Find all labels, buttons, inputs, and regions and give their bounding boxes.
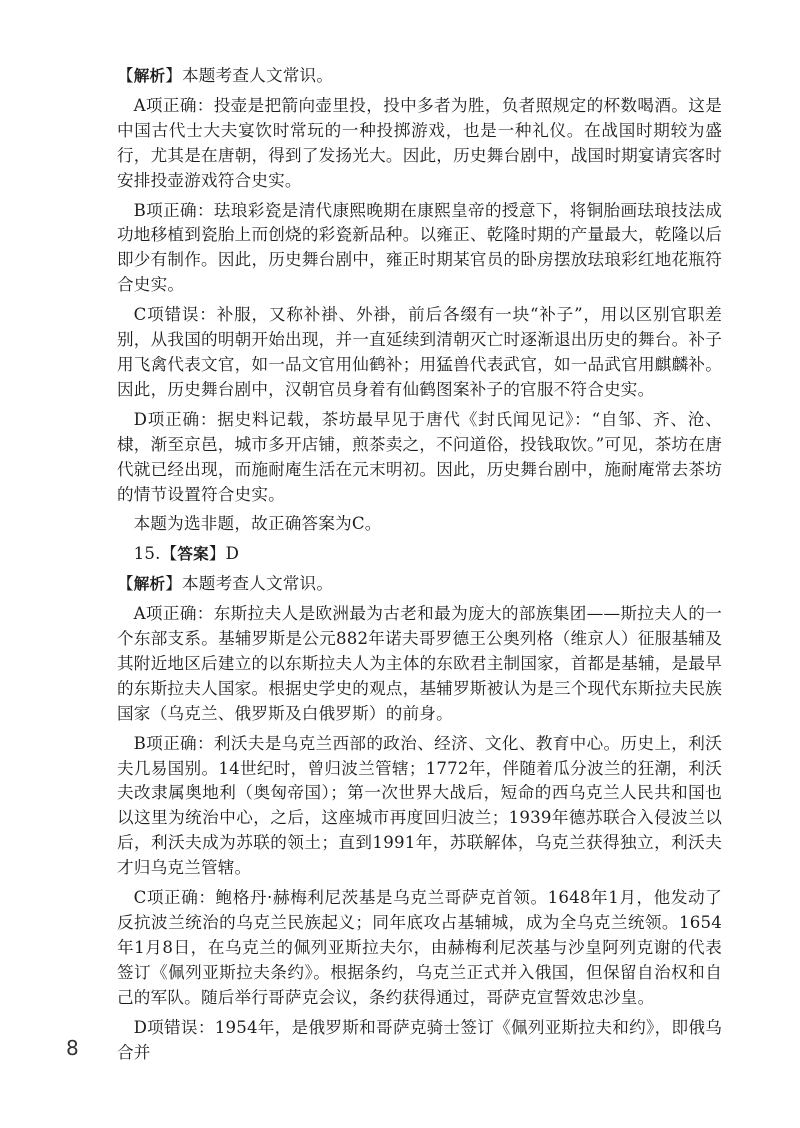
question-number: 15. bbox=[133, 544, 161, 564]
bracket-open: 【 bbox=[117, 574, 134, 594]
paragraph-option-a: A项正确：投壶是把箭向壶里投，投中多者为胜，负者照规定的杯数喝酒。这是中国古代士大夫宴饮时常玩的一种投掷游戏，也是一种礼仪。在战国时期较为盛行，尤其是在唐朝，得到了发扬光大。因此，历史舞台剧中，战国时期宴请宾客时安排投壶游戏符合史实。 bbox=[117, 95, 722, 190]
analysis-text: 本题考查人文常识。 bbox=[182, 574, 334, 594]
bracket-close: 】 bbox=[165, 66, 182, 85]
analysis-heading bbox=[117, 572, 722, 597]
paragraph-option-d: D项错误：1954年，是俄罗斯和哥萨克骑士签订《佩列亚斯拉夫和约》，即俄乌合并 bbox=[117, 1017, 722, 1062]
paragraph-conclusion: 本题为选非题，故正确答案为C。 bbox=[133, 514, 382, 534]
answer-text: D bbox=[225, 544, 240, 564]
answer-label: 答案 bbox=[177, 545, 209, 564]
paragraph-option-b: B项正确：珐琅彩瓷是清代康熙晚期在康熙皇帝的授意下，将铜胎画珐琅技法成功地移植到瓷胎上而创烧的彩瓷新品种。以雍正、乾隆时期的产量最大，乾隆以后即少有制作。因此，历史舞台剧中，雍正时期某官员的卧房摆放珐琅彩红地花瓶符合史实。 bbox=[117, 200, 722, 295]
paragraph-option-c: C项正确：鲍格丹·赫梅利尼茨基是乌克兰哥萨克首领。1648年1月，他发动了反抗波兰统治的乌克兰民族起义；同年底攻占基辅城，成为全乌克兰统领。1654年1月8日，在乌克兰的佩列亚斯拉夫尔，由赫梅利尼茨基与沙皇阿列克谢的代表签订《佩列亚斯拉夫条约》。根据条约，乌克兰正式并入俄国，但保留自治权和自己的军队。随后举行哥萨克会议，条约获得通过，哥萨克宣誓效忠沙皇。 bbox=[117, 888, 722, 1007]
document-body bbox=[117, 64, 722, 1070]
analysis-label: 解析 bbox=[133, 67, 166, 85]
analysis-heading bbox=[117, 64, 722, 89]
bracket-open: 【 bbox=[160, 544, 178, 564]
bracket-open: 【 bbox=[117, 66, 134, 85]
answer-heading bbox=[117, 542, 722, 567]
paragraph-option-d: D项正确：据史料记载，茶坊最早见于唐代《封氏闻见记》：“自邹、齐、沧、棣，渐至京邑，城市多开店铺，煎茶卖之，不问道俗，投钱取饮。”可见，茶坊在唐代就已经出现，而施耐庵生活在元末明初。因此，历史舞台剧中，施耐庵常去茶坊的情节设置符合史实。 bbox=[117, 409, 722, 504]
paragraph-option-b: B项正确：利沃夫是乌克兰西部的政治、经济、文化、教育中心。历史上，利沃夫几易国别。14世纪时，曾归波兰管辖；1772年，伴随着瓜分波兰的狂潮，利沃夫改隶属奥地利（奥匈帝国）；第一次世界大战后，短命的西乌克兰人民共和国也以这里为统治中心，之后，这座城市再度回归波兰；1939年德苏联合入侵波兰以后，利沃夫成为苏联的领土；直到1991年，苏联解体，乌克兰获得独立，利沃夫才归乌克兰管辖。 bbox=[117, 733, 722, 878]
paragraph-option-a: A项正确：东斯拉夫人是欧洲最为古老和最为庞大的部族集团——斯拉夫人的一个东部支系。基辅罗斯是公元882年诺夫哥罗德王公奥列格（维京人）征服基辅及其附近地区后建立的以东斯拉夫人为主体的东欧君主制国家，首都是基辅，是最早的东斯拉夫人国家。根据史学史的观点，基辅罗斯被认为是三个现代东斯拉夫民族国家（乌克兰、俄罗斯及白俄罗斯）的前身。 bbox=[117, 604, 722, 723]
page-number: 8 bbox=[66, 1036, 79, 1060]
bracket-close: 】 bbox=[165, 574, 182, 594]
paragraph-option-c: C项错误：补服，又称补褂、外褂，前后各缀有一块“补子”，用以区别官职差别，从我国的明朝开始出现，并一直延续到清朝灭亡时逐渐退出历史的舞台。补子用飞禽代表文官，如一品文官用仙鹤补；用猛兽代表武官，如一品武官用麒麟补。因此，历史舞台剧中，汉朝官员身着有仙鹤图案补子的官服不符合史实。 bbox=[117, 305, 722, 399]
analysis-text: 本题考查人文常识。 bbox=[182, 66, 334, 85]
analysis-label: 解析 bbox=[133, 575, 166, 594]
bracket-close: 】 bbox=[208, 544, 226, 564]
